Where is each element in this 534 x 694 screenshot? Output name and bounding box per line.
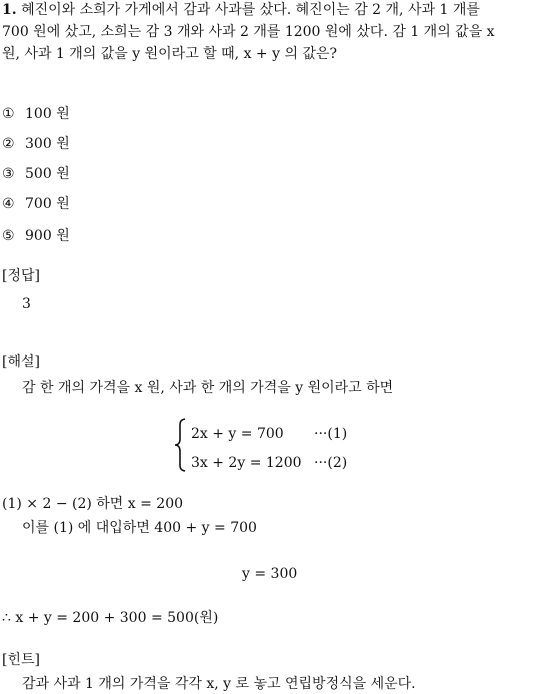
answer-label: [정답] — [2, 268, 40, 284]
option-marker-2: ② — [2, 136, 15, 152]
option-text-1: 100 원 — [25, 106, 70, 122]
equation-2: 3x + 2y = 1200 — [191, 455, 302, 471]
solution-step-1: (1) × 2 − (2) 하면 x = 200 — [2, 496, 184, 512]
option-3[interactable] — [2, 164, 70, 184]
option-text-3: 500 원 — [25, 166, 70, 182]
option-text-2: 300 원 — [25, 136, 70, 152]
hint-text: 감과 사과 1 개의 가격을 각각 x, y 로 놓고 연립방정식을 세운다. — [22, 676, 416, 692]
question-text-1: 혜진이와 소희가 가게에서 감과 사과를 샀다. 혜진이는 감 2 개, 사과 1 개를 — [21, 2, 480, 18]
solution-conclusion: ∴ x + y = 200 + 300 = 500(원) — [2, 610, 219, 626]
equation-2-tag: ···(2) — [314, 455, 348, 471]
equation-1-tag: ···(1) — [314, 426, 348, 442]
solution-label: [해설] — [2, 354, 40, 370]
option-1[interactable] — [2, 104, 70, 124]
option-marker-5: ⑤ — [2, 228, 15, 244]
solution-step-2: 이를 (1) 에 대입하면 400 + y = 700 — [22, 520, 257, 536]
answer-value: 3 — [22, 296, 31, 312]
option-marker-4: ④ — [2, 196, 15, 212]
option-marker-3: ③ — [2, 166, 15, 182]
question-line-2: 700 원에 샀고, 소희는 감 3 개와 사과 2 개를 1200 원에 샀다. 감 1 개의 값을 x — [2, 24, 495, 40]
solution-intro: 감 한 개의 가격을 x 원, 사과 한 개의 가격을 y 원이라고 하면 — [22, 380, 394, 396]
hint-label: [힌트] — [2, 652, 40, 668]
option-text-5: 900 원 — [25, 228, 70, 244]
option-5[interactable] — [2, 226, 70, 246]
question-number: 1. — [2, 2, 17, 18]
equation-system-brace — [174, 418, 186, 472]
question-line-1 — [2, 0, 480, 20]
solution-step-3: y = 300 — [242, 566, 298, 582]
option-marker-1: ① — [2, 106, 15, 122]
equation-1: 2x + y = 700 — [191, 426, 284, 442]
question-line-3: 원, 사과 1 개의 값을 y 원이라고 할 때, x + y 의 값은? — [2, 46, 337, 62]
option-4[interactable] — [2, 194, 70, 214]
option-2[interactable] — [2, 134, 70, 154]
option-text-4: 700 원 — [25, 196, 70, 212]
